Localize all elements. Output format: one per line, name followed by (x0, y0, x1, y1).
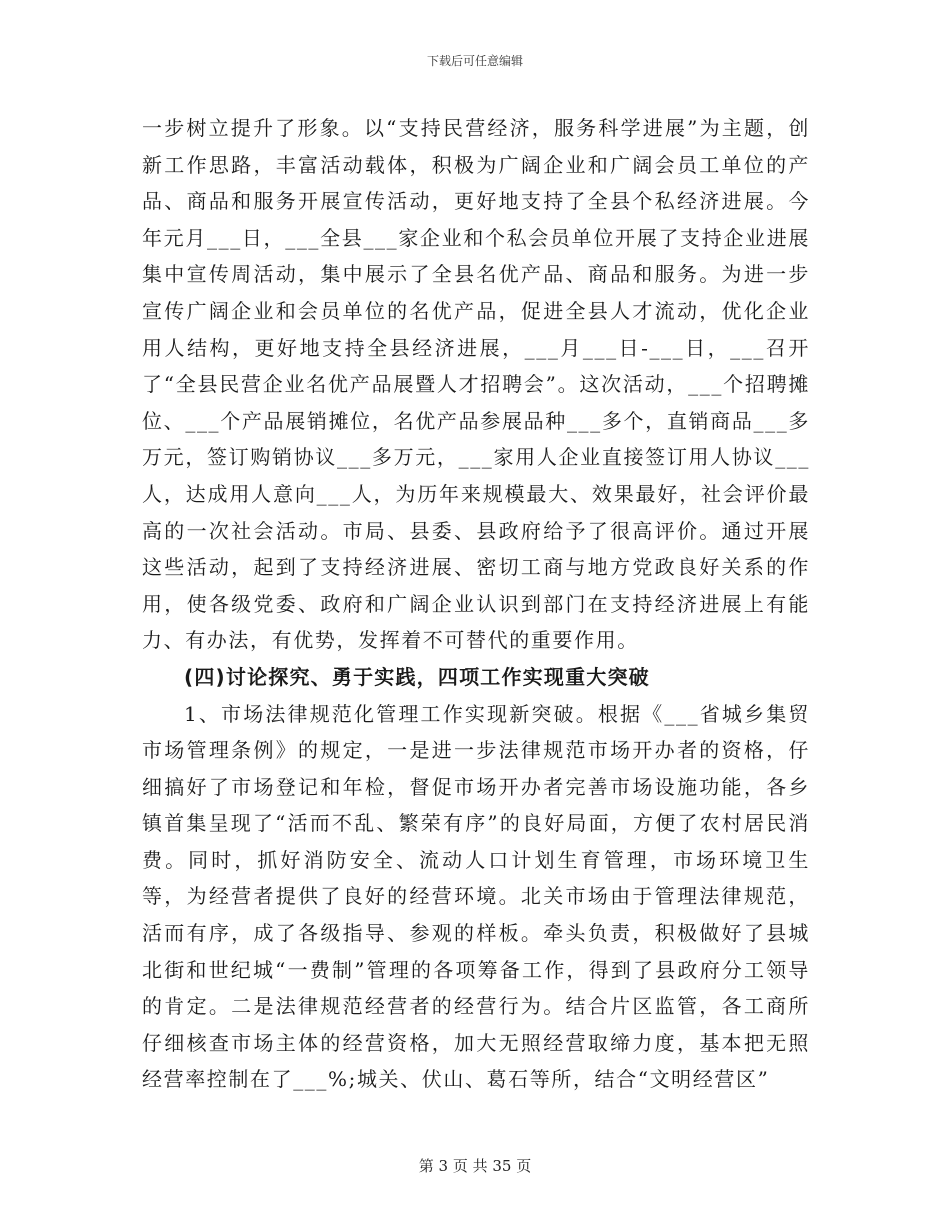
body-paragraph-2: 1、市场法律规范化管理工作实现新突破。根据《___省城乡集贸市场管理条例》的规定，一是进一步法律规范市场开办者的资格，仔细搞好了市场登记和年检，督促市场开办者完善市场设施功能，各乡镇首集呈现了“活而不乱、繁荣有序”的良好局面，方便了农村居民消费。同时，抓好消防安全、流动人口计划生育管理，市场环境卫生等，为经营者提供了良好的经营环境。北关市场由于管理法律规范，活而有序，成了各级指导、参观的样板。牵头负责，积极做好了县城北街和世纪城“一费制”管理的各项筹备工作，得到了县政府分工领导的肯定。二是法律规范经营者的经营行为。结合片区监管，各工商所仔细核查市场主体的经营资格，加大无照经营取缔力度，基本把无照经营率控制在了___%;城关、伏山、葛石等所，结合“文明经营区” (142, 701, 810, 1092)
body-paragraph-1: 一步树立提升了形象。以“支持民营经济，服务科学进展”为主题，创新工作思路，丰富活动载体，积极为广阔企业和广阔会员工单位的产品、商品和服务开展宣传活动，更好地支持了全县个私经济进展。今年元月___日，___全县___家企业和个私会员单位开展了支持企业进展集中宣传周活动，集中展示了全县名优产品、商品和服务。为进一步宣传广阔企业和会员单位的名优产品，促进全县人才流动，优化企业用人结构，更好地支持全县经济进展，___月___日-___日，___召开了“全县民营企业名优产品展暨人才招聘会”。这次活动，___个招聘摊位、___个产品展销摊位，名优产品参展品种___多个，直销商品___多万元，签订购销协议___多万元，___家用人企业直接签订用人协议___人，达成用人意向___人，为历年来规模最大、效果最好，社会评价最高的一次社会活动。市局、县委、县政府给予了很高评价。通过开展这些活动，起到了支持经济进展、密切工商与地方党政良好关系的作用，使各级党委、政府和广阔企业认识到部门在支持经济进展上有能力、有办法，有优势，发挥着不可替代的重要作用。 (142, 116, 810, 653)
page-number-footer: 第 3 页 共 35 页 (418, 1157, 532, 1175)
page-header-note: 下载后可任意编辑 (426, 54, 523, 68)
document-body (142, 110, 810, 1098)
section-heading: (四)讨论探究、勇于实践，四项工作实现重大突破 (184, 664, 650, 689)
